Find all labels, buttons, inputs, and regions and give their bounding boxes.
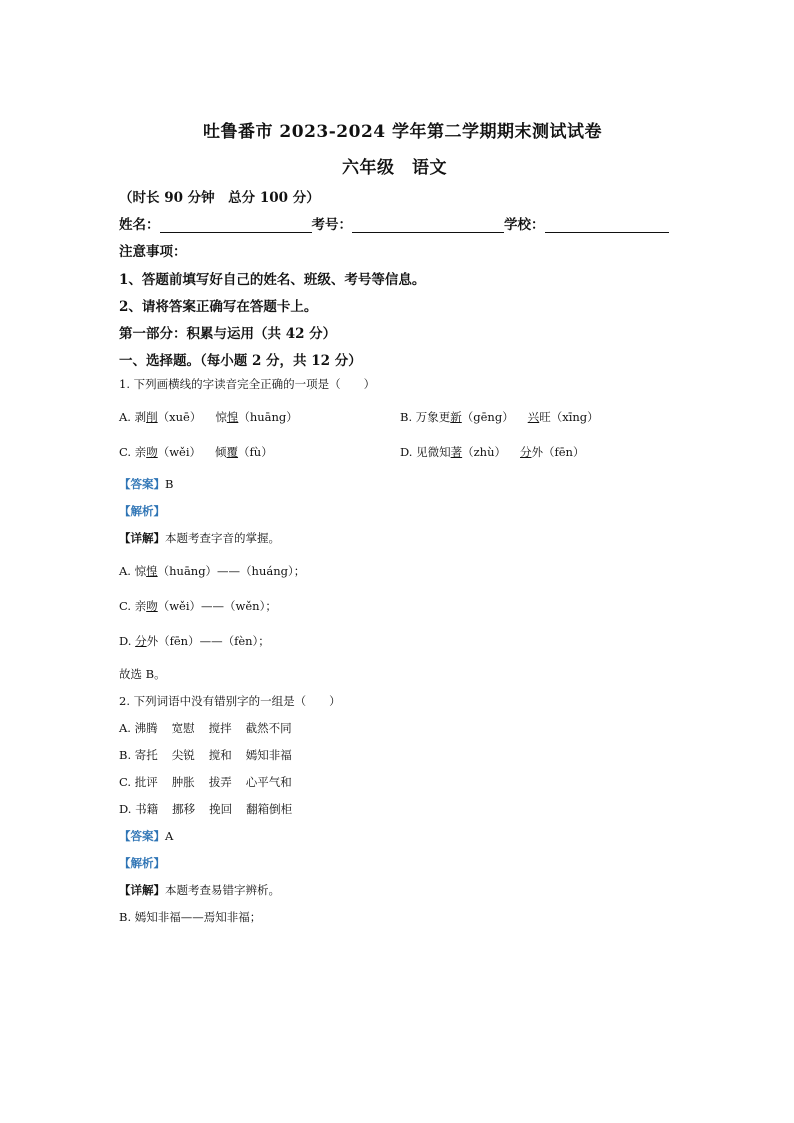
underlined-char: 新 — [450, 410, 462, 424]
school-label: 学校： — [504, 217, 545, 233]
fix-letter: C. — [119, 599, 132, 613]
school-blank[interactable] — [545, 219, 669, 233]
option-letter: D. — [400, 445, 413, 459]
q1-fix-a — [119, 563, 305, 579]
option-word: 尖锐 — [171, 748, 195, 762]
option-word: 沸腾 — [134, 721, 158, 735]
pinyin: （huāng） — [238, 410, 298, 424]
fix-letter: D. — [119, 634, 132, 648]
option-word: 批评 — [134, 775, 158, 789]
option-word: 旺 — [539, 410, 551, 424]
option-word: 外 — [531, 445, 543, 459]
q1-conclusion: 故选 B。 — [119, 667, 166, 681]
q1-answer — [119, 476, 173, 492]
option-letter: B. — [400, 410, 413, 424]
section1-heading: 一、选择题。（每小题 2 分，共 12 分） — [119, 353, 362, 369]
q2-stem: 2. 下列词语中没有错别字的一组是（ ） — [119, 694, 341, 708]
note-item: 2、请将答案正确写在答题卡上。 — [119, 299, 318, 315]
option-word: 宽慰 — [171, 721, 195, 735]
q2-option-d[interactable] — [119, 801, 292, 817]
q1-fix-d — [119, 633, 270, 649]
q1-detail — [119, 530, 280, 546]
pinyin: （fù） — [238, 445, 273, 459]
name-label: 姓名： — [119, 217, 160, 233]
fix-text: （huāng）——（huáng）； — [157, 564, 306, 578]
option-word: 万象更 — [415, 410, 451, 424]
q1-stem: 1. 下列画横线的字读音完全正确的一项是（ ） — [119, 377, 376, 391]
option-word: 搅拌 — [208, 721, 232, 735]
underlined-char: 兴 — [527, 410, 540, 424]
option-word: 搅和 — [208, 748, 232, 762]
page-title: 吐鲁番市 2023-2024 学年第二学期期末测试试卷 — [203, 122, 603, 142]
option-word: 惊 — [215, 410, 227, 424]
option-word: 剥 — [134, 410, 147, 424]
q1-option-c[interactable] — [119, 444, 273, 460]
name-blank[interactable] — [160, 219, 312, 233]
q1-option-a[interactable] — [119, 409, 298, 425]
q1-option-d[interactable] — [400, 444, 584, 460]
fix-text: （wěi）——（wěn）； — [157, 599, 277, 613]
q2-option-b[interactable] — [119, 747, 292, 763]
fix-word: 惊 — [134, 564, 147, 578]
option-word: 嫣知非福 — [245, 748, 292, 762]
option-letter: A. — [119, 721, 131, 735]
page-subtitle: 六年级 语文 — [342, 158, 447, 178]
exam-duration: （时长 90 分钟 总分 100 分） — [119, 190, 320, 206]
underlined-char: 著 — [450, 445, 463, 459]
fix-word: 亲 — [134, 599, 147, 613]
pinyin: （wěi） — [157, 445, 202, 459]
option-word: 截然不同 — [245, 721, 292, 735]
option-word: 挽回 — [209, 802, 233, 816]
q1-option-b[interactable] — [400, 409, 599, 425]
option-letter: B. — [119, 748, 132, 762]
q1-fix-c — [119, 598, 277, 614]
option-word: 倾 — [215, 445, 227, 459]
answer-value: B — [165, 477, 174, 491]
student-info-line — [119, 213, 669, 233]
option-word: 拔弄 — [208, 775, 232, 789]
pinyin: （fēn） — [543, 445, 585, 459]
underlined-char: 削 — [146, 410, 158, 424]
underlined-char: 分 — [135, 634, 147, 648]
option-word: 心平气和 — [245, 775, 292, 789]
option-letter: A. — [119, 410, 131, 424]
fix-word: 外 — [146, 634, 159, 648]
fix-letter: A. — [119, 564, 131, 578]
pinyin: （zhù） — [462, 445, 506, 459]
pinyin: （xuē） — [157, 410, 202, 424]
pinyin: （gēng） — [461, 410, 514, 424]
q2-option-a[interactable] — [119, 720, 292, 736]
analysis-tag: 【解析】 — [119, 504, 165, 518]
option-word: 翻箱倒柜 — [246, 802, 293, 816]
q2-fix-b: B. 嫣知非福——焉知非福； — [119, 910, 262, 924]
note-item: 1、答题前填写好自己的姓名、班级、考号等信息。 — [119, 272, 426, 288]
option-word: 亲 — [134, 445, 147, 459]
exam-no-label: 考号： — [311, 217, 352, 233]
q2-option-c[interactable] — [119, 774, 292, 790]
underlined-char: 覆 — [226, 445, 239, 459]
underlined-char: 吻 — [146, 445, 158, 459]
option-word: 见微知 — [416, 445, 451, 459]
option-word: 寄托 — [134, 748, 158, 762]
notes-heading: 注意事项： — [119, 244, 187, 260]
underlined-char: 惶 — [146, 564, 158, 578]
option-letter: C. — [119, 445, 132, 459]
option-word: 挪移 — [172, 802, 196, 816]
option-word: 肿胀 — [171, 775, 195, 789]
fix-text: （fēn）——（fèn）； — [158, 634, 270, 648]
option-letter: D. — [119, 802, 132, 816]
analysis-tag: 【解析】 — [119, 856, 165, 870]
answer-tag: 【答案】 — [119, 829, 165, 843]
q2-answer — [119, 828, 173, 844]
pinyin: （xīng） — [550, 410, 599, 424]
part1-heading: 第一部分：积累与运用（共 42 分） — [119, 326, 337, 342]
q2-detail — [119, 882, 280, 898]
exam-no-blank[interactable] — [352, 219, 504, 233]
detail-tag: 【详解】 — [119, 883, 165, 897]
underlined-char: 分 — [520, 445, 532, 459]
answer-tag: 【答案】 — [119, 477, 165, 491]
answer-value: A — [165, 829, 174, 843]
detail-tag: 【详解】 — [119, 531, 165, 545]
detail-text: 本题考查易错字辨析。 — [165, 883, 280, 897]
detail-text: 本题考查字音的掌握。 — [165, 531, 280, 545]
underlined-char: 吻 — [146, 599, 158, 613]
option-letter: C. — [119, 775, 132, 789]
option-word: 书籍 — [135, 802, 159, 816]
underlined-char: 惶 — [226, 410, 239, 424]
